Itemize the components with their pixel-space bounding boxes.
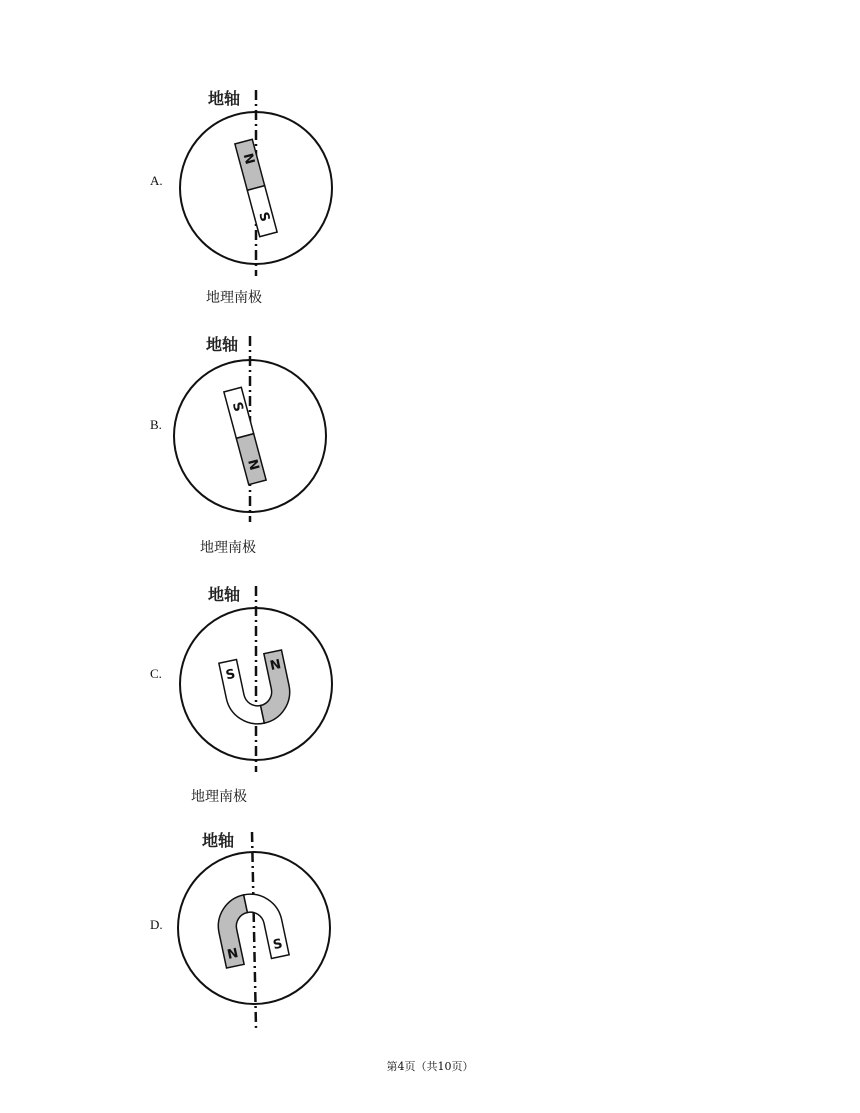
option-a-letter: A.	[150, 173, 163, 188]
north-pole-label: N	[268, 657, 283, 674]
earth-axis-label: 地轴	[208, 89, 241, 108]
magnet-north-half	[235, 139, 265, 190]
option-c-letter: C.	[150, 666, 162, 681]
south-pole-label: S	[228, 400, 246, 414]
option-a-caption: 地理南极	[206, 290, 262, 306]
earth-axis-label: 地轴	[202, 831, 235, 850]
option-b-caption: 地理南极	[200, 540, 256, 556]
earth-axis-label: 地轴	[208, 585, 241, 604]
earth-axis-line	[252, 832, 256, 1028]
north-pole-label: N	[244, 457, 262, 473]
option-d-figure	[176, 828, 356, 1028]
option-a-figure	[176, 86, 356, 276]
south-pole-label: S	[255, 210, 273, 224]
option-b-figure	[170, 332, 350, 522]
earth-axis-label: 地轴	[206, 335, 239, 354]
option-d-letter: D.	[150, 917, 163, 932]
north-pole-label: N	[239, 151, 257, 167]
north-pole-label: N	[225, 945, 240, 963]
option-c-caption: 地理南极	[191, 789, 247, 805]
magnet-south-half	[224, 387, 254, 438]
page-footer: 第4页（共10页）	[386, 1060, 474, 1073]
south-pole-label: S	[224, 666, 237, 684]
option-b-letter: B.	[150, 417, 162, 432]
magnet-south-half	[247, 186, 277, 237]
option-c-figure	[176, 582, 356, 772]
south-pole-label: S	[271, 936, 284, 954]
